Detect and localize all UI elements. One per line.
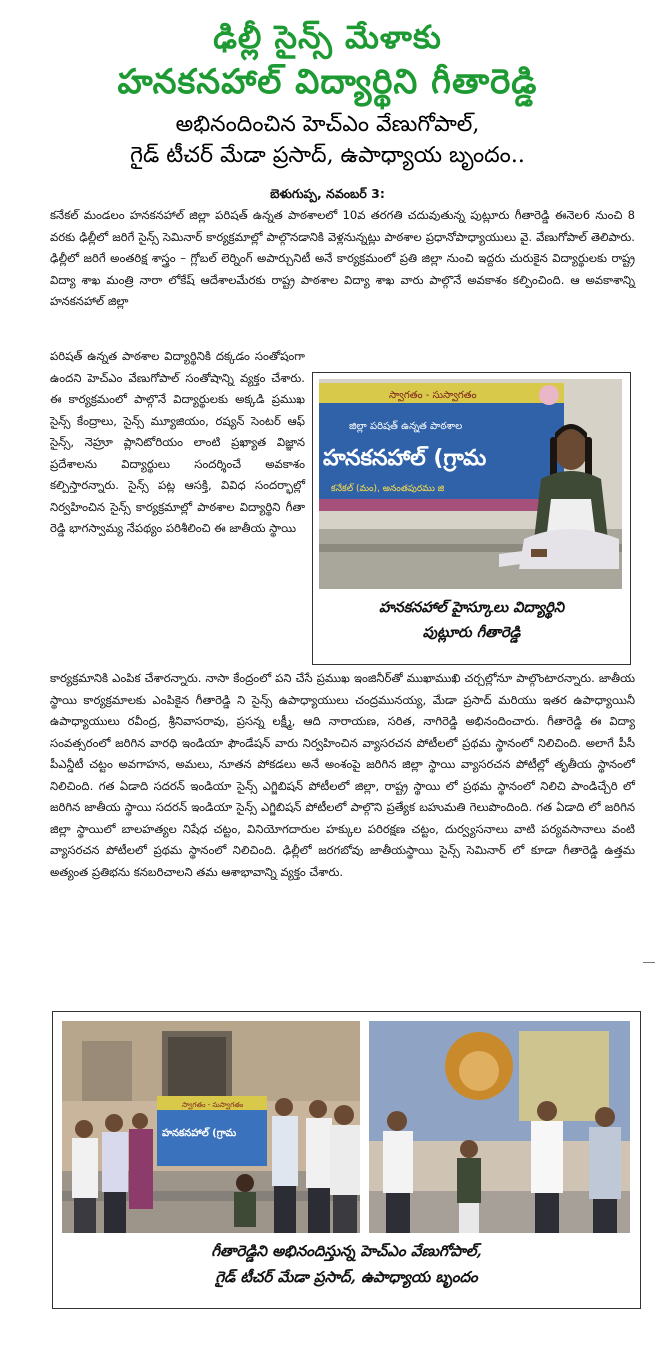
group-photo-caption [53,1238,640,1290]
article-body-top: కనేకల్ మండలం హనకనహాల్ జిల్లా పరిషత్ ఉన్నత పాఠశాలలో 10వ తరగతి చదువుతున్న పుట్లూరు గీతారెడ్డి ఈనెల6 నుంచి 8 వరకు ఢిల్లీలో జరిగే సైన్స్ సెమినార్ కార్యక్రమాల్లో పాల్గొనడానికి వెళ్లనున్నట్లు పాఠశాల ప్రధానోపాధ్యాయులు వై. వేణుగోపాల్ తెలిపారు. ఢిల్లీలో జరిగే అంతరిక్ష శాస్త్రం – గ్లోబల్ లెర్నింగ్ అపార్చునిటీ అనే కార్యక్రమంలో ప్రతి జిల్లా నుంచి ఇద్దరు చురుకైన విద్యార్థులకు రాష్ట్ర విద్యా శాఖ మంత్రి నారా లోకేష్ ఆదేశాలమేరకు రాష్ట్ర పాఠశాల విద్యా శాఖ వారు పాల్గొనే అవకాశం కల్పించింది. ఆ అవకాశాన్ని హనకనహాల్ జిల్లా [50,208,635,308]
article-body-bottom: కార్యక్రమానికి ఎంపిక చేశారన్నారు. నాసా కేంద్రంలో పని చేసే ప్రముఖ ఇంజినీర్‌తో ముఖాముఖి చర్చల్లోనూ పాల్గొంటారన్నారు. జాతీయ స్థాయి కార్యక్రమాలకు ఎంపికైన గీతారెడ్డి ని సైన్స్ ఉపాధ్యాయులు చంద్రమునయ్య, మేడా ప్రసాద్ మరియు ఇతర ఉపాధ్యాయినీ ఉపాధ్యాయులు రవీంద్ర, శ్రీనివాసరావు, ప్రసన్న లక్ష్మీ, ఆది నారాయణ, సరిత, నాగిరెడ్డి అభినందించారు. గీతారెడ్డి ఈ విద్యా సంవత్సరంలో జరిగిన వారధి ఇండియా ఫౌండేషన్ వారు నిర్వహించిన వ్యాసరచన పోటీలలో ప్రథమ స్థానంలో నిలిచింది. అలాగే పీసీ పీఎన్డీటీ చట్టం అవగాహన, అమలు, నూతన పోకడలు అనే అంశంపై జరిగిన జిల్లా స్థాయి వ్యాసరచన పోటీల్లో తృతీయ స్థానంలో నిలిచింది. గత ఏడాది సదరన్ ఇండియా సైన్స్ ఎగ్జిబిషన్ పోటీలలో జిల్లా, రాష్ట్ర స్థాయి లో ప్రథమ స్థానంలో నిలిచి పాండిచ్చేరి లో జరిగిన జాతీయ స్థాయి సదరన్ ఇండియా సైన్స్ ఎగ్జిబిషన్ పోటీలలో పాల్గొని ప్రత్యేక బహుమతి గెలుపొందింది. గత ఏడాది లో జరిగిన జిల్లా స్థాయిలో బాలహత్యల నిషేధ చట్టం, వినియోగదారుల హక్కుల పరిరక్షణ చట్టం, దుర్వ్యసనాలు వాటి పర్యవసానాలు వంటి వ్యాసరచన పోటీలలో ప్రథమ స్థానంలో నిలిచింది. ఢిల్లీలో జరగబోవు జాతీయస్థాయి సైన్స్ సెమినార్ లో కూడా గీతారెడ్డి ఉత్తమ అత్యంత ప్రతిభను కనబరిచాలని తమ ఆశాభావాన్ని వ్యక్తం చేశారు. [50,671,635,879]
banner-top-text: స్వాగతం - సుస్వాగతం [389,390,477,401]
student-photo-box [312,372,631,665]
person [234,1174,256,1227]
group-banner-main-text: హనకనహాల్ (గ్రామ [162,1128,237,1139]
group-photo-left [62,1021,360,1233]
person [306,1100,332,1233]
student-photo-caption [313,595,630,645]
dateline: బెళుగుప్ప, నవంబర్ 3: [270,186,385,201]
headline-line-1: ఢిల్లీ సైన్స్ మేళాకు [213,18,442,56]
banner-main-text: హనకనహాల్ (గ్రామ [323,446,487,471]
subheadline-line-1: అభినందించిన హెచ్ఎం వేణుగోపాల్, [175,112,480,137]
headline-line-2: హనకనహాల్ విద్యార్థిని గీతారెడ్డి [117,62,538,102]
margin-mark [643,962,655,963]
group-photo-caption-line-1: గీతారెడ్డిని అభినందిస్తున్న హెచ్ఎం వేణుగోపాల్, [211,1242,482,1260]
group-banner-top-text: స్వాగతం - సుస్వాగతం [182,1101,244,1109]
group-photo-right [369,1021,630,1233]
subheadline-line-2: గైడ్ టీచర్ మేడా ప్రసాద్, ఉపాధ్యాయ బృందం.. [130,143,525,168]
group-photo-caption-line-2: గైడ్ టీచర్ మేడా ప్రసాద్, ఉపాధ్యాయ బృందం [215,1268,478,1286]
banner-sub-text: జిల్లా పరిషత్ ఉన్నత పాఠశాల [349,421,463,432]
person [272,1098,298,1233]
student-photo-caption-line-2: పుట్లూరు గీతారెడ్డి [422,624,521,641]
article-body-left-column: పరిషత్ ఉన్నత పాఠశాల విద్యార్థినికి దక్కడం సంతోషంగా ఉందని హెచ్ఎం వేణుగోపాల్ సంతోషాన్ని వ్యక్తం చేశారు. ఈ కార్యక్రమంలో పాల్గొనే విద్యార్థులకు అక్కడి ప్రముఖ సైన్స్ కేంద్రాలు, సైన్స్ మ్యూజియం, రష్యన్ సెంటర్ ఆఫ్ సైన్స్, నెహ్రూ ప్లానిటోరియం లాంటి ప్రఖ్యాత విజ్ఞాన ప్రదేశాలను విద్యార్థులు సందర్శించే అవకాశం కల్పిస్తారన్నారు. సైన్స్ పట్ల ఆసక్తి, వివిధ సందర్భాల్లో నిర్వహించిన సైన్స్ కార్యక్రమాల్లో పాఠశాల విద్యార్థిని గీతా రెడ్డి భాగస్వామ్య నేపథ్యం పరిశీలించి ఈ జాతీయ స్థాయి [50,349,305,535]
group-photo-box [52,1011,641,1309]
student-photo [319,379,622,589]
student-photo-caption-line-1: హనకనహాల్ హైస్కూలు విద్యార్థిని [379,599,564,616]
banner-small-text: కనేకల్ (మం), అనంతపురము జి [331,484,445,494]
